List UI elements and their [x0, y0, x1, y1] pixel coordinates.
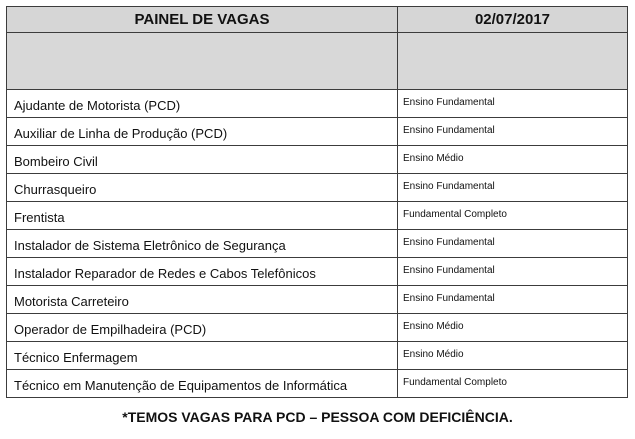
job-title: Ajudante de Motorista (PCD) [14, 98, 181, 113]
job-education: Ensino Fundamental [403, 181, 495, 192]
job-title-cell [7, 146, 398, 174]
education-cell [398, 146, 628, 174]
job-education: Ensino Fundamental [403, 237, 495, 248]
blank-cell-left [7, 33, 398, 90]
job-title-cell [7, 118, 398, 146]
education-cell [398, 342, 628, 370]
job-education: Ensino Fundamental [403, 97, 495, 108]
job-education: Ensino Fundamental [403, 265, 495, 276]
job-title: Auxiliar de Linha de Produção (PCD) [14, 126, 228, 141]
job-education: Ensino Médio [403, 349, 464, 360]
job-title: Churrasqueiro [14, 182, 97, 197]
education-cell [398, 202, 628, 230]
table-row [7, 146, 628, 174]
job-title: Instalador Reparador de Redes e Cabos Telefônicos [14, 266, 316, 281]
job-education: Fundamental Completo [403, 377, 507, 388]
job-title-cell [7, 202, 398, 230]
job-title-cell [7, 286, 398, 314]
table-row [7, 202, 628, 230]
job-title-cell [7, 230, 398, 258]
table-row [7, 90, 628, 118]
table-row [7, 230, 628, 258]
blank-header-row [7, 33, 628, 90]
education-cell [398, 258, 628, 286]
education-cell [398, 230, 628, 258]
job-title-cell [7, 174, 398, 202]
job-title-cell [7, 314, 398, 342]
education-cell [398, 370, 628, 398]
job-title: Técnico Enfermagem [14, 350, 138, 365]
table-row [7, 286, 628, 314]
table-row [7, 258, 628, 286]
education-cell [398, 118, 628, 146]
job-title: Operador de Empilhadeira (PCD) [14, 322, 207, 337]
table-row [7, 342, 628, 370]
pcd-footer-note: *TEMOS VAGAS PARA PCD – PESSOA COM DEFICIÊNCIA. [122, 409, 513, 425]
job-title: Instalador de Sistema Eletrônico de Segurança [14, 238, 286, 253]
education-cell [398, 90, 628, 118]
job-education: Fundamental Completo [403, 209, 507, 220]
job-title-cell [7, 258, 398, 286]
table-row [7, 314, 628, 342]
job-title: Técnico em Manutenção de Equipamentos de Informática [14, 378, 348, 393]
job-title-cell [7, 90, 398, 118]
education-cell [398, 286, 628, 314]
table-header-row [7, 7, 628, 33]
table-row [7, 370, 628, 398]
education-cell [398, 314, 628, 342]
job-education: Ensino Fundamental [403, 125, 495, 136]
table-row [7, 174, 628, 202]
job-title: Motorista Carreteiro [14, 294, 129, 309]
job-board-table [6, 6, 628, 398]
board-title: PAINEL DE VAGAS [7, 7, 398, 33]
job-education: Ensino Fundamental [403, 293, 495, 304]
blank-cell-right [398, 33, 628, 90]
job-education: Ensino Médio [403, 153, 464, 164]
job-title: Bombeiro Civil [14, 154, 98, 169]
job-title: Frentista [14, 210, 65, 225]
job-education: Ensino Médio [403, 321, 464, 332]
education-cell [398, 174, 628, 202]
table-row [7, 118, 628, 146]
job-title-cell [7, 370, 398, 398]
job-title-cell [7, 342, 398, 370]
board-date: 02/07/2017 [398, 7, 628, 33]
